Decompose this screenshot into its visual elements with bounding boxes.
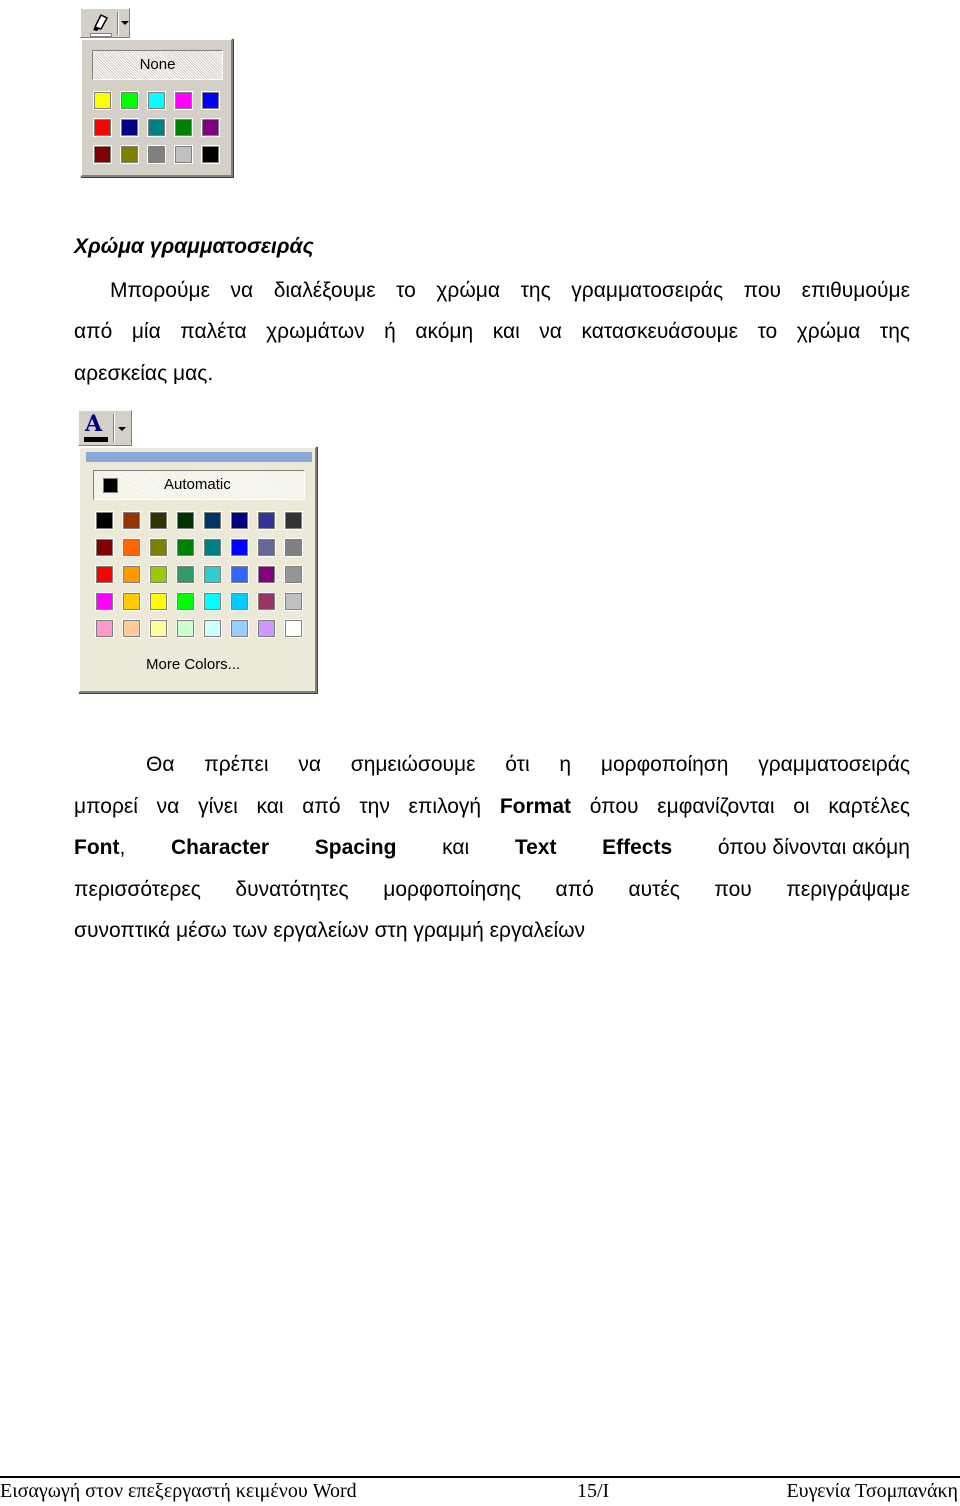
color-swatch[interactable] <box>177 620 194 637</box>
color-swatch[interactable] <box>175 92 192 109</box>
automatic-label: Automatic <box>164 476 231 493</box>
color-swatch[interactable] <box>231 539 248 556</box>
color-swatch[interactable] <box>231 566 248 583</box>
font-color-button[interactable] <box>78 410 132 446</box>
color-swatch[interactable] <box>148 146 165 163</box>
dropdown-arrow-icon[interactable] <box>121 21 129 25</box>
color-swatch[interactable] <box>231 512 248 529</box>
footer-author: Ευγενία Τσομπανάκη <box>786 1480 958 1502</box>
footer-left: Εισαγωγή στον επεξεργαστή κειμένου Word <box>0 1480 357 1502</box>
color-swatch[interactable] <box>121 119 138 136</box>
font-color-icon[interactable]: A <box>85 411 103 437</box>
footer-rule <box>0 1476 960 1478</box>
color-swatch[interactable] <box>258 539 275 556</box>
none-button[interactable]: None <box>92 50 223 80</box>
color-swatch[interactable] <box>285 539 302 556</box>
paragraph-line: Font, Character Spacing και Text Effects όπου δίνονται ακόμη <box>74 836 910 859</box>
spacing-keyword: Spacing <box>314 836 397 859</box>
color-swatch[interactable] <box>175 119 192 136</box>
paragraph-line: μπορεί να γίνει και από την επιλογή Format όπου εμφανίζονται οι καρτέλες <box>74 795 910 818</box>
dropdown-arrow-icon[interactable] <box>118 427 126 431</box>
color-swatch[interactable] <box>148 92 165 109</box>
format-keyword: Format <box>499 795 572 818</box>
color-swatch[interactable] <box>123 512 140 529</box>
paragraph-line: συνοπτικά μέσω των εργαλείων στη γραμμή εργαλείων <box>74 919 586 942</box>
footer-page-number: 15/Ι <box>577 1480 610 1502</box>
color-swatch[interactable] <box>123 539 140 556</box>
palette-title-bar[interactable] <box>86 452 312 462</box>
color-swatch[interactable] <box>204 539 221 556</box>
color-swatch[interactable] <box>123 620 140 637</box>
color-swatch[interactable] <box>231 593 248 610</box>
paragraph-line: Μπορούμε να διαλέξουμε το χρώμα της γραμματοσειράς που επιθυμούμε <box>110 279 910 302</box>
highlight-color-grid <box>94 92 219 163</box>
color-swatch[interactable] <box>177 593 194 610</box>
color-swatch[interactable] <box>123 566 140 583</box>
color-swatch[interactable] <box>177 539 194 556</box>
paragraph-line: από μία παλέτα χρωμάτων ή ακόμη και να κατασκευάσουμε το χρώμα της <box>74 320 910 343</box>
color-swatch[interactable] <box>285 566 302 583</box>
color-swatch[interactable] <box>202 119 219 136</box>
color-swatch[interactable] <box>150 512 167 529</box>
highlight-button[interactable] <box>80 8 130 38</box>
color-swatch[interactable] <box>150 620 167 637</box>
color-swatch[interactable] <box>177 566 194 583</box>
color-swatch[interactable] <box>96 593 113 610</box>
color-swatch[interactable] <box>175 146 192 163</box>
font-color-palette <box>78 446 317 693</box>
character-keyword: Character <box>171 836 270 859</box>
color-swatch[interactable] <box>177 512 194 529</box>
color-swatch[interactable] <box>96 566 113 583</box>
color-swatch[interactable] <box>96 620 113 637</box>
color-swatch[interactable] <box>285 512 302 529</box>
color-swatch[interactable] <box>96 539 113 556</box>
color-swatch[interactable] <box>204 512 221 529</box>
color-swatch[interactable] <box>204 566 221 583</box>
font-current-color <box>84 437 108 442</box>
paragraph-line: Θα πρέπει να σημειώσουμε ότι η μορφοποίηση γραμματοσειράς <box>146 753 910 776</box>
text-keyword: Text <box>514 836 557 859</box>
color-swatch[interactable] <box>258 593 275 610</box>
color-swatch[interactable] <box>148 119 165 136</box>
color-swatch[interactable] <box>258 566 275 583</box>
font-keyword: Font <box>74 836 120 859</box>
color-swatch[interactable] <box>150 539 167 556</box>
color-swatch[interactable] <box>258 512 275 529</box>
color-swatch[interactable] <box>121 92 138 109</box>
color-swatch[interactable] <box>285 620 302 637</box>
color-swatch[interactable] <box>231 620 248 637</box>
color-swatch[interactable] <box>202 146 219 163</box>
more-colors-button[interactable]: More Colors... <box>146 656 241 673</box>
color-swatch[interactable] <box>258 620 275 637</box>
color-swatch[interactable] <box>123 593 140 610</box>
color-swatch[interactable] <box>285 593 302 610</box>
color-swatch[interactable] <box>121 146 138 163</box>
color-swatch[interactable] <box>94 92 111 109</box>
color-swatch[interactable] <box>96 512 113 529</box>
section-heading: Χρώμα γραμματοσειράς <box>74 235 314 258</box>
color-swatch[interactable] <box>204 593 221 610</box>
highlight-palette <box>80 38 233 177</box>
paragraph-line: αρεσκείας μας. <box>74 362 214 385</box>
automatic-swatch <box>103 478 118 493</box>
paragraph-line: περισσότερες δυνατότητες μορφοποίησης από αυτές που περιγράψαμε <box>74 878 910 901</box>
color-swatch[interactable] <box>150 566 167 583</box>
color-swatch[interactable] <box>94 146 111 163</box>
highlight-current-color <box>90 33 112 37</box>
highlighter-icon[interactable] <box>83 11 116 36</box>
font-color-grid <box>96 512 302 637</box>
color-swatch[interactable] <box>204 620 221 637</box>
color-swatch[interactable] <box>94 119 111 136</box>
color-swatch[interactable] <box>150 593 167 610</box>
color-swatch[interactable] <box>202 92 219 109</box>
automatic-button[interactable] <box>93 470 305 500</box>
effects-keyword: Effects <box>602 836 673 859</box>
